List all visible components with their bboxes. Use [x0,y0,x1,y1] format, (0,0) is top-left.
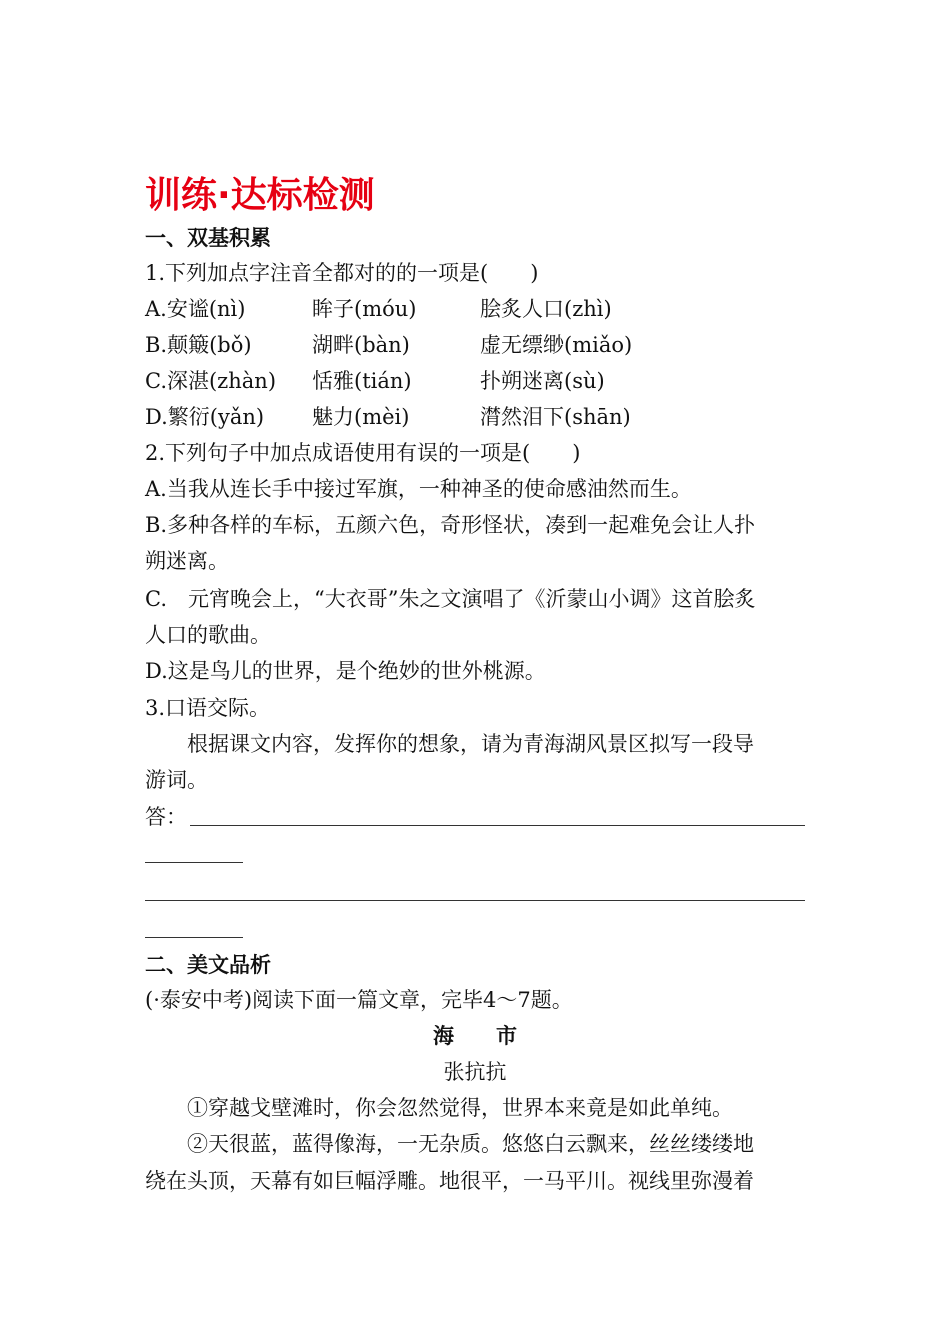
question-2-stem: 2.下列句子中加点成语使用有误的一项是( ) [145,441,581,465]
question-3-prompt-line-2: 游词。 [145,768,208,792]
option-d-word-1: D.繁衍(yǎn) [145,405,265,429]
option-c-word-1: C.深湛(zhàn) [145,369,277,393]
question-3-prompt-line-1: 根据课文内容，发挥你的想象，请为青海湖风景区拟写一段导 [187,732,754,756]
question-2-option-b-line-2: 朔迷离。 [145,549,229,573]
question-1-option-a [145,295,805,323]
question-1-option-d [145,403,805,431]
question-2-option-c-line-2: 人口的歌曲。 [145,623,271,647]
answer-label: 答： [145,805,187,829]
option-d-word-2: 魅力(mèi) [312,405,410,429]
reading-intro: (·泰安中考)阅读下面一篇文章，完毕4～7题。 [145,988,573,1012]
page-title: 训练·达标检测 [145,175,375,216]
question-2-option-b-line-1: B.多种各样的车标，五颜六色，奇形怪状，凑到一起难免会让人扑 [145,513,756,537]
answer-blank-line-2[interactable] [145,862,243,863]
option-b-word-1: B.颠簸(bǒ) [145,333,252,357]
question-2-option-d: D.这是鸟儿的世界，是个绝妙的世外桃源。 [145,659,546,683]
article-paragraph-1: ①穿越戈壁滩时，你会忽然觉得，世界本来竟是如此单纯。 [187,1096,733,1120]
article-paragraph-2-line-2: 绕在头顶，天幕有如巨幅浮雕。地很平，一马平川。视线里弥漫着 [145,1169,754,1193]
answer-blank-line-3[interactable] [145,900,805,901]
answer-blank-line-4[interactable] [145,937,243,938]
answer-blank-line-1[interactable] [190,825,805,826]
article-title: 海 市 [433,1024,517,1048]
question-3-stem: 3.口语交际。 [145,696,271,720]
article-paragraph-2-line-1: ②天很蓝，蓝得像海，一无杂质。悠悠白云飘来，丝丝缕缕地 [187,1132,754,1156]
option-c-word-2: 恬雅(tián) [312,369,412,393]
section-heading-1: 一、双基积累 [145,226,271,250]
question-2-option-c-line-1: C. 元宵晚会上，“大衣哥”朱之文演唱了《沂蒙山小调》这首脍炙 [145,587,756,611]
question-1-option-b [145,331,805,359]
question-2-option-a: A.当我从连长手中接过军旗，一种神圣的使命感油然而生。 [145,477,692,501]
section-heading-2: 二、美文品析 [145,953,271,977]
option-a-word-1: A.安谧(nì) [145,297,246,321]
option-a-word-2: 眸子(móu) [312,297,417,321]
question-1-stem: 1.下列加点字注音全都对的的一项是( ) [145,261,539,285]
option-d-word-3: 潸然泪下(shān) [480,405,631,429]
question-1-option-c [145,367,805,395]
option-a-word-3: 脍炙人口(zhì) [480,297,612,321]
article-author: 张抗抗 [443,1060,507,1084]
option-b-word-2: 湖畔(bàn) [312,333,410,357]
option-c-word-3: 扑朔迷离(sù) [480,369,605,393]
option-b-word-3: 虚无缥缈(miǎo) [480,333,633,357]
